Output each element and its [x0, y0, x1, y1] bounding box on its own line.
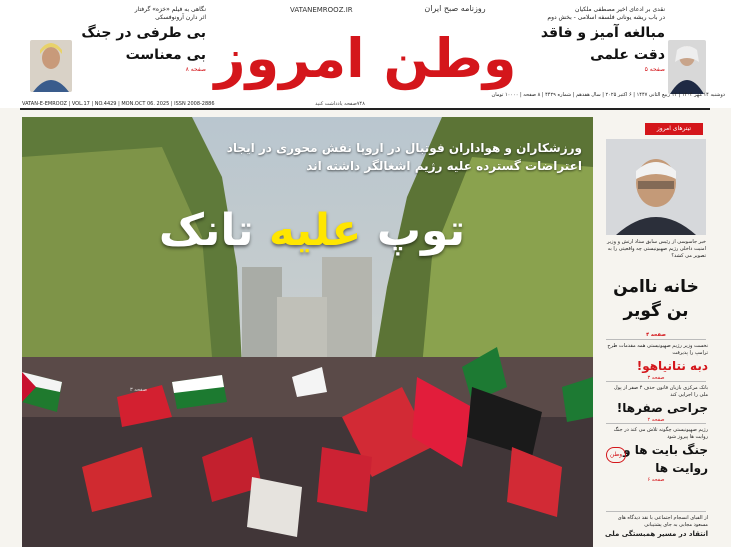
- teaser-right-page: صفحه ۵: [644, 66, 665, 73]
- item3-page: صفحه ۲: [647, 417, 665, 423]
- teaser-right[interactable]: [530, 6, 705, 96]
- sidebar-headline-text: خانه ناامن بن گویر: [613, 277, 699, 321]
- sidebar-item-2[interactable]: [604, 343, 708, 381]
- main-story-kicker: ورزشکاران و هواداران فوتبال در اروپا نقش محوری در ایجاد اعتراضات گسترده علیه رژیم اشغالگر داشته اند: [226, 141, 582, 173]
- teaser-right-headline: مبالغه آمیز و فاقد دقت علمی: [540, 25, 665, 63]
- item3-small: بانک مرکزی بازبان قانون حذف ۴ صفر از پول ملی را اجرایی کند: [614, 385, 708, 398]
- teaser-left-portrait: [30, 40, 72, 92]
- sidebar-main-headline[interactable]: [606, 275, 706, 347]
- teaser-right-small-2: در باب ریشه یونانی فلسفه اسلامی - بخش دوم: [547, 14, 665, 21]
- item4-headline: جنگ بایت ها و روایت ها: [623, 443, 708, 475]
- headline-part-2: تانک: [158, 205, 254, 256]
- main-story-headline[interactable]: [102, 205, 522, 257]
- masthead-divider: [20, 108, 710, 110]
- tagline: روزنامه صبح ایران: [424, 4, 486, 13]
- masthead: [0, 0, 731, 108]
- item4-small: رژیم صهیونیستی چگونه تلاش می کند در جنگ روایت ها پیروز شود: [613, 427, 708, 440]
- headline-highlight: علیه: [268, 205, 362, 256]
- item5-small: از الفبای انسجام اجتماعی با نقد دیدگاه های مسعود مجابی به جای پشتیبانی: [617, 515, 708, 528]
- newspaper-logo: وطن امروز: [214, 27, 517, 90]
- issue-info: دوشنبه ۱۴ مهر ۱۴۰۴ | ۱۴ ربیع الثانی ۱۴۴۷ | ۶ اکتبر ۲۰۲۵ | سال هفدهم | شماره ۴۴۲۹ | ۸ صفحه | ۱۰۰۰۰ تومان: [491, 92, 725, 98]
- item2-headline: دبه نتانیاهو!: [636, 359, 708, 373]
- divider: [606, 511, 706, 512]
- sidebar-item-3[interactable]: [604, 385, 708, 423]
- teaser-left[interactable]: [30, 6, 205, 96]
- protest-crowd-image: [22, 117, 593, 547]
- sidebar-caption: خبر جاسوسی از رئیس سابق ستاد ارتش و وزیر امنیت داخلی رژیم صهیونیستی چه واقعیتی را به تصویر می کشد؟: [607, 239, 706, 259]
- sidebar-headline-page: صفحه ۴: [646, 332, 666, 338]
- headline-part-1: توپ: [376, 205, 466, 256]
- main-photo[interactable]: [22, 117, 593, 547]
- issue-info-latin: VATAN-E-EMROOZ | VOL.17 | NO.4429 | MON.OCT 06. 2025 | ISSN 2008-2886: [22, 101, 215, 107]
- issue-note: ۷۴۸صفحه یادداشت کنید: [315, 101, 365, 107]
- item5-headline: انتقاد در مسیر همبستگی ملی: [605, 530, 708, 538]
- site-url[interactable]: VATANEMROOZ.IR: [290, 6, 353, 14]
- teaser-left-small-2: اثر دارن آرونوفسکی: [155, 14, 206, 21]
- divider: [606, 339, 706, 340]
- sidebar-item-5[interactable]: [604, 515, 708, 539]
- item2-small: نخست وزیر رژیم صهیونیستی همه مقدمات طرح ترامپ را پذیرفت: [607, 343, 708, 356]
- sidebar-label: تیترهای امروز: [645, 123, 703, 135]
- item2-page: صفحه ۳: [647, 375, 665, 381]
- teaser-right-portrait: [668, 40, 706, 94]
- teaser-left-small-1: نگاهی به فیلم «خزه» گرفتار: [134, 6, 206, 13]
- teaser-right-small-1: نقدی بر ادعای اخیر مصطفی ملکیان: [575, 6, 665, 13]
- divider: [606, 423, 706, 424]
- main-story-page-ref: صفحه ۳: [130, 387, 147, 393]
- teaser-left-page: صفحه ۸: [185, 66, 206, 73]
- vatan-badge-icon: وطن: [606, 447, 626, 463]
- sidebar-headlines: [600, 117, 711, 547]
- sidebar-portrait: [606, 139, 706, 235]
- item3-headline: جراحی صفرها!: [616, 401, 708, 415]
- teaser-left-headline: بی طرفی در جنگ بی معناست: [81, 25, 206, 63]
- item4-page: صفحه ۶: [647, 477, 665, 483]
- divider: [606, 381, 706, 382]
